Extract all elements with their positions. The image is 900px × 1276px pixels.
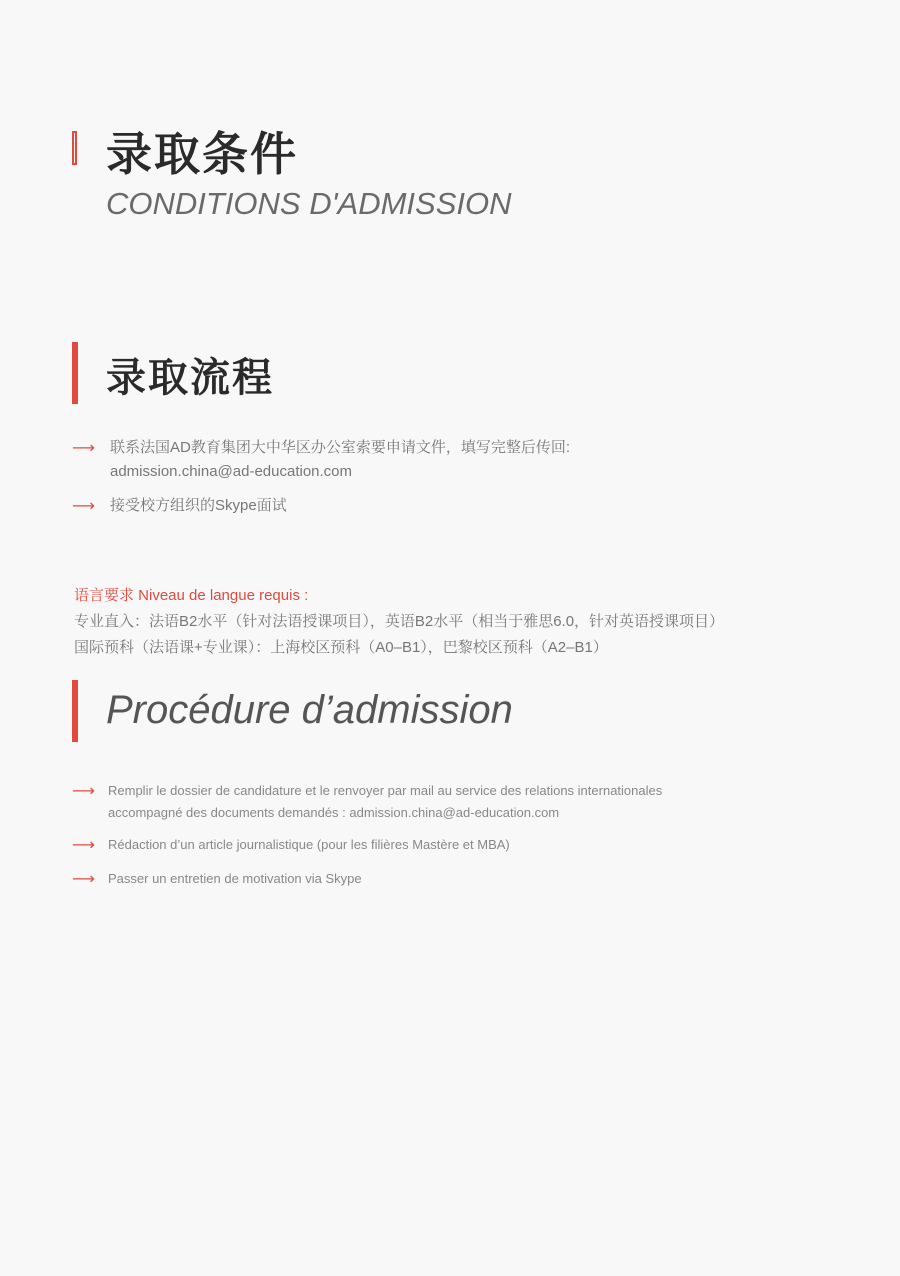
section-accent-bar: [72, 342, 78, 404]
language-requirements-line: 国际预科（法语课+专业课）：上海校区预科（A0–B1），巴黎校区预科（A2–B1）: [74, 639, 608, 656]
page-title: 录取条件: [106, 127, 298, 181]
list-item: [72, 834, 872, 856]
list-item: [72, 780, 872, 824]
arrow-right-icon: ⟶: [72, 781, 95, 800]
arrow-right-icon: ⟶: [72, 835, 95, 854]
header-accent-mark: [72, 131, 77, 165]
list-item-text: Rédaction d’un article journalistique (pour les filières Mastère et MBA): [108, 837, 510, 852]
list-item: [72, 494, 852, 518]
arrow-right-icon: ⟶: [72, 869, 95, 888]
section-title-process-fr: Procédure d’admission: [106, 688, 513, 732]
list-item-text: Remplir le dossier de candidature et le renvoyer par mail au service des relations internationales: [108, 783, 663, 798]
list-item: [72, 436, 852, 484]
language-requirements-line: 专业直入：法语B2水平（针对法语授课项目），英语B2水平（相当于雅思6.0，针对英语授课项目）: [74, 613, 725, 630]
section-title-process-zh: 录取流程: [106, 355, 274, 401]
list-item-text: Passer un entretien de motivation via Skype: [108, 871, 362, 886]
section-accent-bar: [72, 680, 78, 742]
language-requirements-label: 语言要求 Niveau de langue requis :: [74, 587, 309, 604]
list-item: [72, 868, 872, 890]
arrow-right-icon: ⟶: [72, 496, 95, 515]
email-link[interactable]: admission.china@ad-education.com: [110, 463, 353, 480]
arrow-right-icon: ⟶: [72, 438, 95, 457]
page-subtitle: CONDITIONS D'ADMISSION: [106, 186, 512, 221]
list-item-text: 接受校方组织的Skype面试: [110, 497, 287, 514]
list-item-text: accompagné des documents demandés : admission.china@ad-education.com: [108, 805, 560, 820]
list-item-text: 联系法国AD教育集团大中华区办公室索要申请文件，填写完整后传回:: [110, 439, 571, 456]
process-fr-list: [72, 780, 872, 890]
process-zh-list: [72, 436, 852, 518]
